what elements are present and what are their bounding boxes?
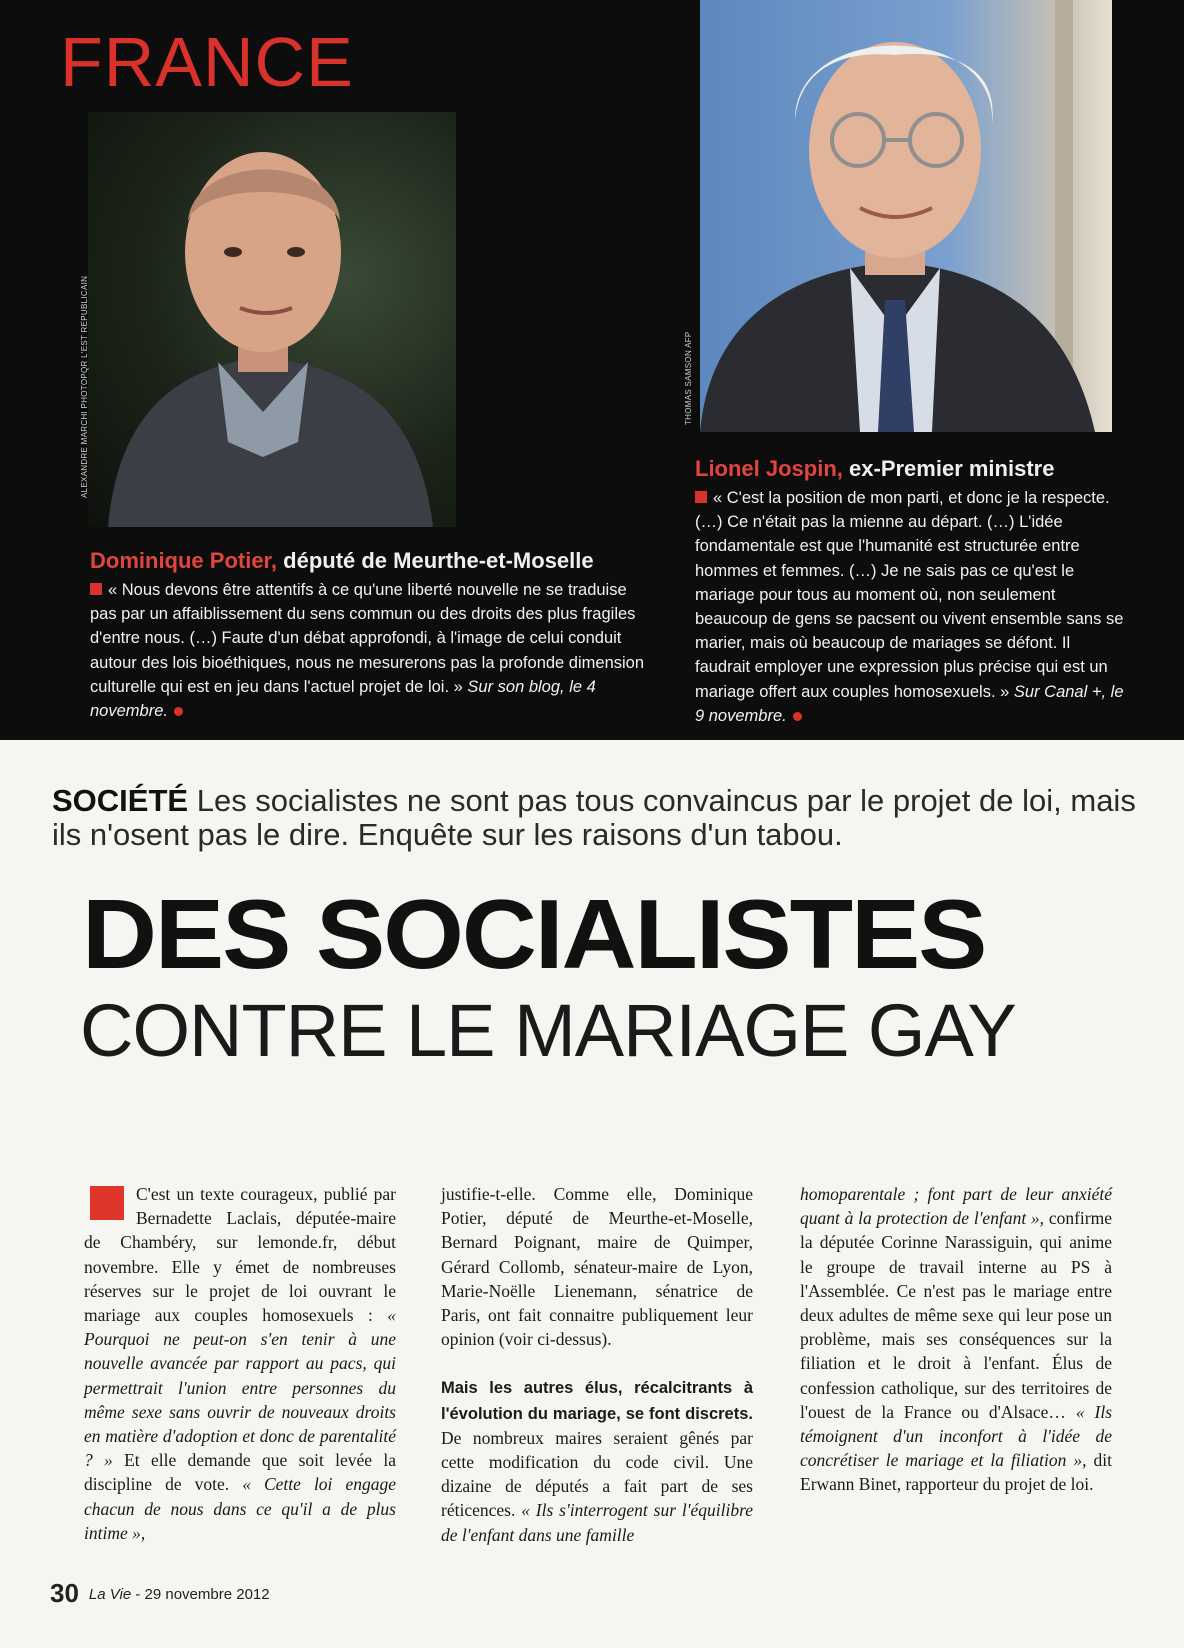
body-text: justifie-t-elle. Comme elle, Dominique Potier, député de Meurthe-et-Moselle, Bernard Poignant, maire de Quimper, Gérard Collomb, sénateur-maire de Lyon, Marie-Noëlle Lienemann, sénatrice de Paris, ont fait connaitre publiquement leur opinion (voir ci-dessus). — [441, 1184, 753, 1350]
square-bullet-icon — [695, 491, 707, 503]
kicker-text: Les socialistes ne sont pas tous convaincus par le projet de loi, mais ils n'osent pas le dire. Enquête sur les raisons d'un tabou. — [52, 783, 1136, 852]
issue-date: - 29 novembre 2012 — [131, 1586, 270, 1603]
page-footer — [50, 1578, 270, 1609]
quote-text — [90, 578, 650, 723]
speaker-name: Lionel Jospin, — [695, 456, 843, 481]
portrait-dominique-potier — [88, 112, 456, 527]
body-text: Et elle demande que soit levée la discipline de vote. — [84, 1450, 397, 1495]
body-text: De nombreux maires seraient gênés par cette modification du code civil. Une dizaine de députés a fait part de ses réticences. — [441, 1427, 753, 1521]
quote-jospin — [695, 456, 1125, 728]
article-headline: DES SOCIALISTES — [82, 879, 986, 989]
article-column-3 — [800, 1182, 1112, 1497]
article-kicker — [52, 784, 1142, 852]
quote-speaker — [695, 456, 1125, 482]
article-column-2 — [441, 1182, 753, 1547]
speaker-role: député de Meurthe-et-Moselle — [277, 548, 594, 573]
man-portrait-icon — [700, 0, 1112, 432]
man-portrait-icon — [88, 112, 456, 527]
paragraph-lead: Mais les autres élus, récalcitrants à l'évolution du mariage, se font discrets. — [441, 1379, 753, 1423]
quoted-text: « Ils s'interrogent sur l'équilibre de l'enfant dans une famille — [441, 1500, 754, 1545]
photo-credit-right: THOMAS SAMSON AFP — [684, 331, 693, 425]
quote-text — [695, 486, 1125, 728]
quote-potier — [90, 548, 650, 723]
body-text: dit Erwann Binet, rapporteur du projet de loi. — [800, 1450, 1112, 1495]
magazine-name: La Vie — [88, 1586, 132, 1603]
quote-speaker — [90, 548, 650, 574]
article-subheadline: CONTRE LE MARIAGE GAY — [80, 989, 1016, 1072]
speaker-name: Dominique Potier, — [90, 548, 278, 573]
photo-credit-left: ALEXANDRE MARCHI PHOTOPQR L'EST REPUBLICAIN — [80, 275, 89, 498]
speaker-role: ex-Premier ministre — [842, 456, 1055, 481]
drop-square-icon — [90, 1186, 124, 1220]
portrait-lionel-jospin — [700, 0, 1112, 432]
body-text: C'est un texte courageux, publié par Bernadette Laclais, députée-maire de Chambéry, sur lemonde.fr, début novembre. Elle y émet de nombreuses réserves sur le projet de loi ouvrant le mariage aux couples homosexuels : — [84, 1184, 396, 1326]
rubric-tag: SOCIÉTÉ — [52, 783, 189, 818]
quote-body: « C'est la position de mon parti, et donc je la respecte. (…) Ce n'était pas la mienne au départ. (…) L'idée fondamentale est que l'humanité est structurée entre hommes et femmes. (…) Je ne sais pas ce qu'est le mariage pour tous au moment où, non seulement beaucoup de gens se pacsent ou vivent ensemble sans se marier, mais où beaucoup de mariages se défont. Il faudrait employer une expression plus précise qui est un mariage offert aux couples homosexuels. » — [695, 489, 1124, 701]
body-text: confirme la députée Corinne Narassiguin, qui anime le groupe de travail interne au PS à l'Assemblée. Ce n'est pas le mariage entre deux adultes de même sexe qui leur pose un problème, mais ses conséquences sur la filiation et le droit à l'enfant. Élus de confession catholique, sur des territoires de l'ouest de la France ou d'Alsace… — [800, 1208, 1112, 1422]
photo-banner — [0, 0, 1184, 740]
square-bullet-icon — [90, 583, 102, 595]
quote-source: Sur Canal +, le 9 novembre. — [695, 682, 1124, 725]
section-label: FRANCE — [60, 23, 354, 101]
quote-source: Sur son blog, le 4 novembre. — [90, 677, 596, 721]
page-number: 30 — [50, 1578, 79, 1608]
article-column-1 — [84, 1182, 396, 1545]
quoted-text: « Ils témoignent d'un inconfort à l'idée de concrétiser le mariage et la filiation », — [800, 1401, 1113, 1471]
end-dot-icon — [793, 712, 802, 721]
quoted-text: « Cette loi engage chacun de nous dans ce qu'il a de plus intime », — [84, 1474, 396, 1543]
quoted-text: homoparentale ; font part de leur anxiété quant à la protection de l'enfant », — [800, 1184, 1112, 1229]
quoted-text: « Pourquoi ne peut-on s'en tenir à une nouvelle avancée par rapport au pacs, qui permettrait l'union entre personnes du même sexe sans ouvrir de nouveaux droits en matière d'adoption et donc de parentalité ? » — [84, 1305, 396, 1471]
quote-body: « Nous devons être attentifs à ce qu'une liberté nouvelle ne se traduise pas par un affaiblissement du sens commun ou des droits des plus fragiles d'entre nous. (…) Faute d'un débat approfondi, à l'image de celui conduit autour des lois bioéthiques, nous ne mesurerons pas la profonde dimension culturelle qui est en jeu dans l'actuel projet de loi. » — [90, 581, 645, 696]
body-paragraph — [441, 1375, 753, 1546]
end-dot-icon — [174, 707, 183, 716]
